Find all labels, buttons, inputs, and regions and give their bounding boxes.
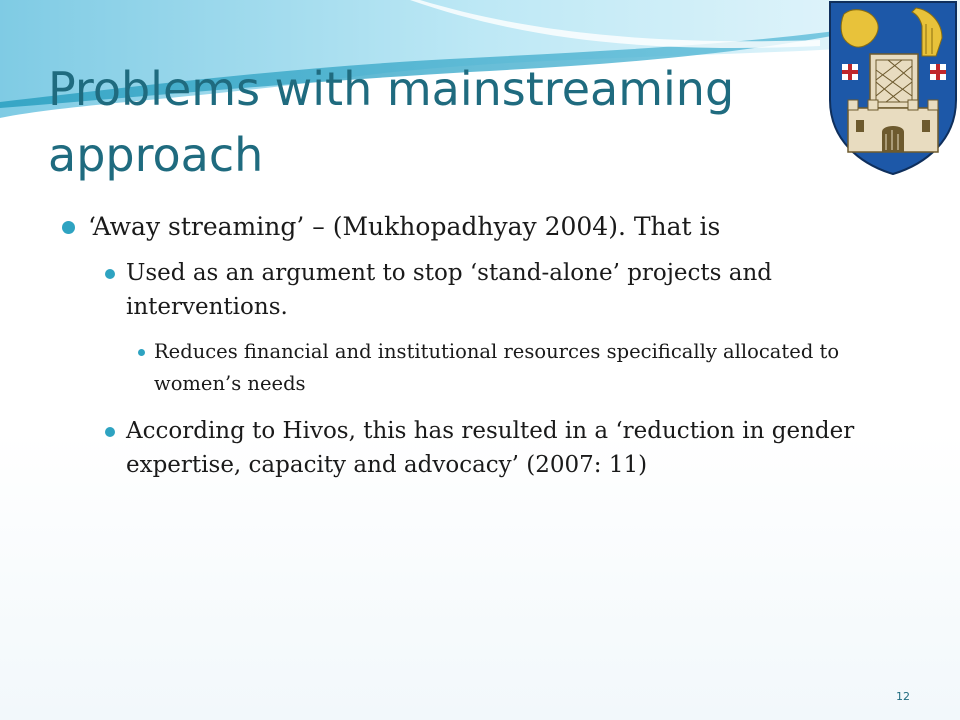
page-number: 12	[896, 690, 910, 703]
bullet-level2-hivos	[126, 414, 886, 482]
bullet-level1-away-streaming	[88, 210, 888, 244]
bullet-text: Used as an argument to stop ‘stand-alone’ projects and interventions.	[126, 260, 772, 320]
bullet-dot-icon	[138, 349, 145, 356]
bullet-text: Reduces financial and institutional resources specifically allocated to women’s needs	[154, 340, 840, 395]
bullet-text: ‘Away streaming’ – (Mukhopadhyay 2004). That is	[88, 212, 721, 241]
bullet-dot-icon	[105, 269, 115, 279]
slide-body	[0, 210, 960, 494]
bullet-text: According to Hivos, this has resulted in a ‘reduction in gender expertise, capacity and advocacy’ (2007: 11)	[126, 418, 855, 478]
bullet-dot-icon	[62, 221, 75, 234]
bullet-level2-stand-alone	[126, 256, 886, 324]
college-crest-icon	[826, 0, 960, 176]
bullet-level3-resources	[154, 336, 874, 400]
bullet-dot-icon	[105, 427, 115, 437]
slide-title: Problems with mainstreaming approach	[48, 62, 735, 182]
